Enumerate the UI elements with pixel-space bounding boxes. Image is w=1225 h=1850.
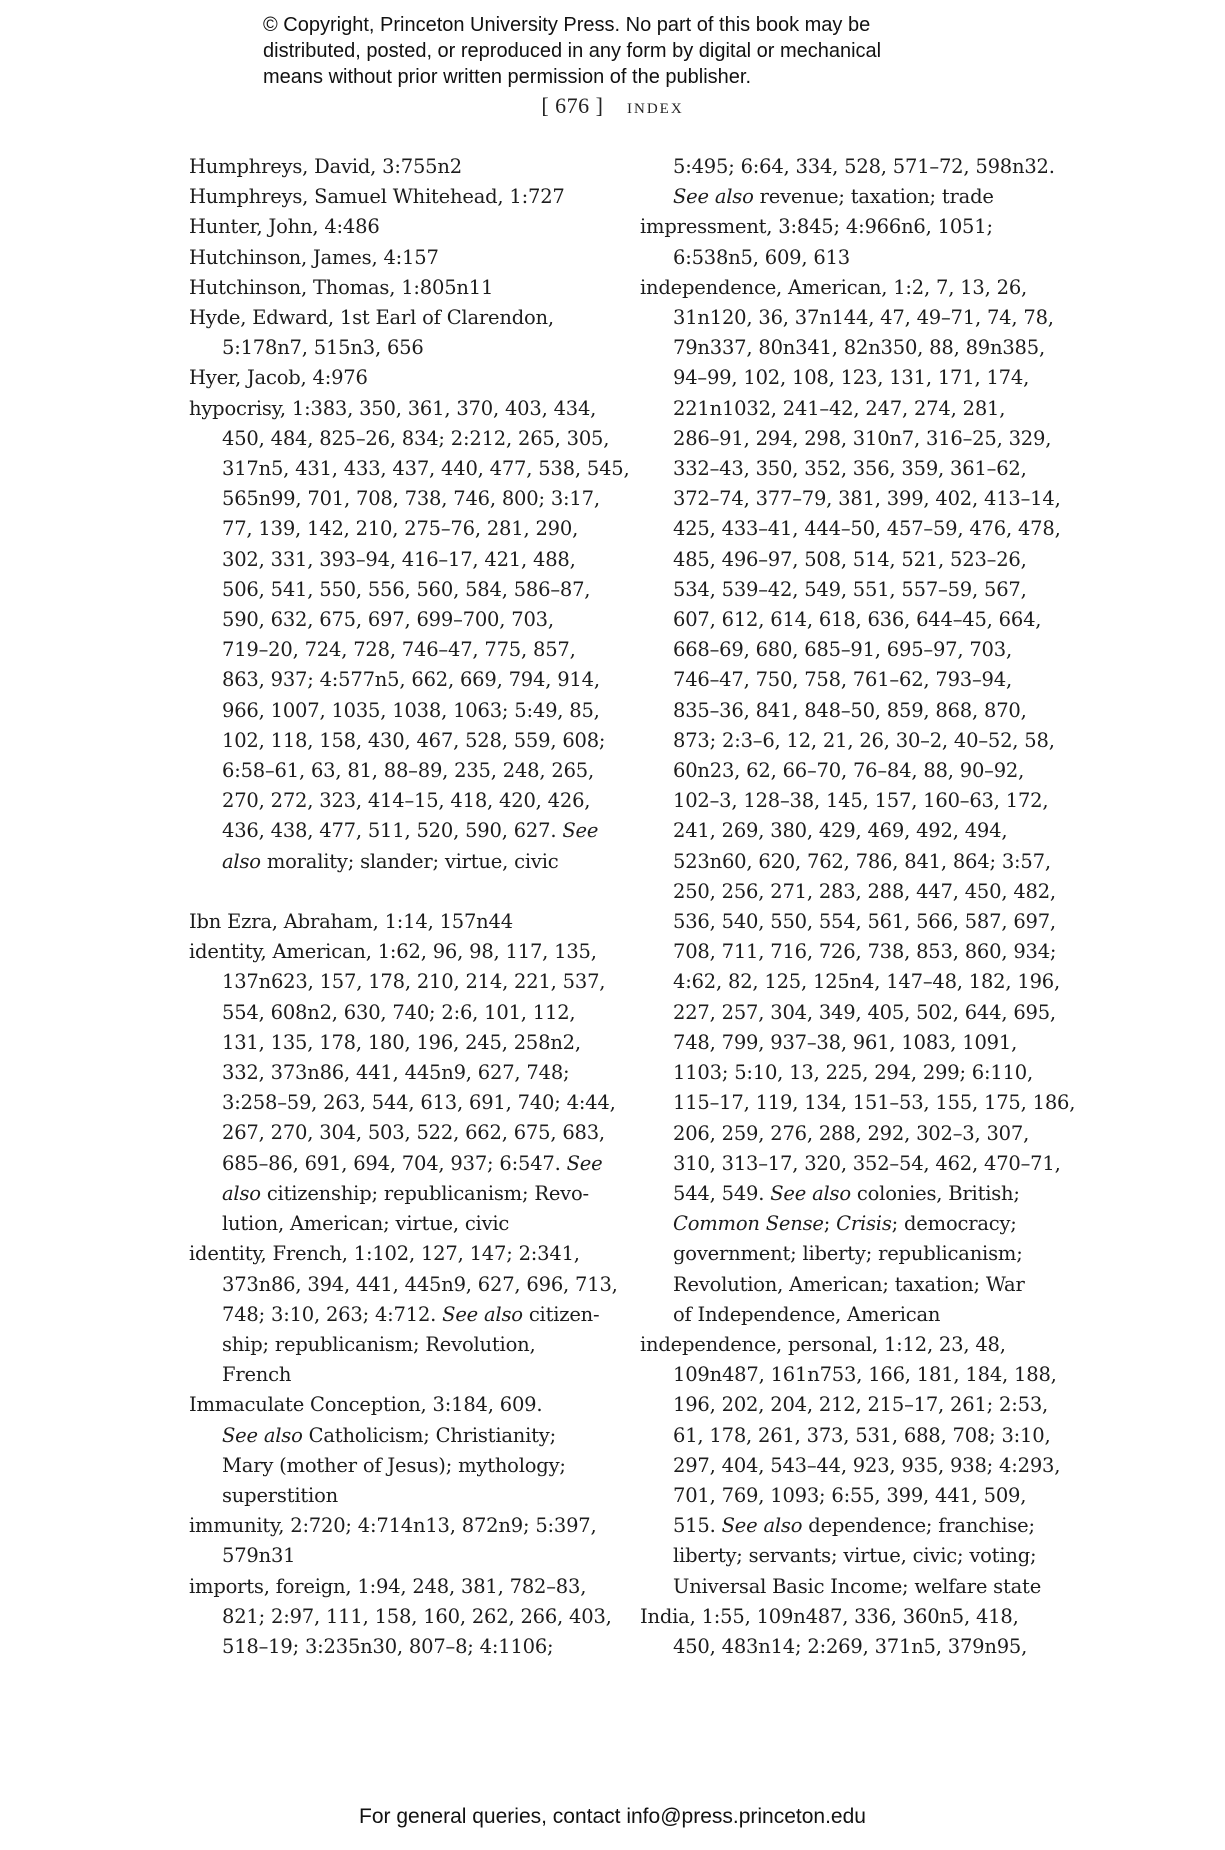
entry-text: 515. (673, 1514, 716, 1538)
entry-text: 302, 331, 393–94, 416–17, 421, 488, (222, 547, 576, 571)
index-entry-continuation (189, 333, 609, 363)
copyright-notice (263, 12, 1023, 90)
entry-text: ; democracy; (891, 1212, 1017, 1236)
index-entry-continuation (640, 454, 1070, 484)
entry-text: 267, 270, 304, 503, 522, 662, 675, 683, (222, 1121, 605, 1145)
index-entry (640, 212, 1070, 242)
entry-text: 372–74, 377–79, 381, 399, 402, 413–14, (673, 487, 1061, 511)
index-entry-continuation (189, 1541, 609, 1571)
copyright-line: means without prior written permission of the publisher. (263, 66, 752, 88)
entry-text: 286–91, 294, 298, 310n7, 316–25, 329, (673, 426, 1052, 450)
index-entry-continuation (640, 605, 1070, 635)
index-entry-continuation (640, 1632, 1070, 1662)
index-entry-continuation (189, 1149, 609, 1179)
cross-reference-label: also (222, 1181, 261, 1205)
entry-text: identity, American, 1:62, 96, 98, 117, 135, (189, 940, 597, 964)
index-entry (189, 303, 609, 333)
running-head (0, 92, 1225, 120)
entry-text: Immaculate Conception, 3:184, 609. (189, 1393, 543, 1417)
index-entry-continuation (189, 696, 609, 726)
index-entry-continuation (640, 514, 1070, 544)
entry-text: independence, personal, 1:12, 23, 48, (640, 1332, 1006, 1356)
entry-text: 77, 139, 142, 210, 275–76, 281, 290, (222, 517, 579, 541)
index-entry-continuation (189, 1330, 609, 1360)
index-entry-continuation (640, 1421, 1070, 1451)
entry-text: Revolution, American; taxation; War (673, 1272, 1025, 1296)
entry-text: 748, 799, 937–38, 961, 1083, 1091, (673, 1030, 1018, 1054)
index-entry-continuation (640, 363, 1070, 393)
cross-reference-label: See (566, 1151, 603, 1175)
entry-text: 61, 178, 261, 373, 531, 688, 708; 3:10, (673, 1423, 1051, 1447)
entry-text: identity, French, 1:102, 127, 147; 2:341, (189, 1242, 580, 1266)
index-entry-continuation (189, 1028, 609, 1058)
entry-text: 297, 404, 543–44, 923, 935, 938; 4:293, (673, 1453, 1061, 1477)
index-entry-continuation (189, 786, 609, 816)
entry-text: 579n31 (222, 1544, 296, 1568)
entry-text: lution, American; virtue, civic (222, 1212, 510, 1236)
cross-reference-label: Common Sense (673, 1212, 824, 1236)
index-entry-continuation (640, 665, 1070, 695)
index-entry-continuation (640, 575, 1070, 605)
footer-contact (0, 1804, 1225, 1830)
index-entry-continuation (189, 816, 609, 846)
entry-text: 821; 2:97, 111, 158, 160, 262, 266, 403, (222, 1604, 612, 1628)
cross-reference-label: See also (770, 1181, 851, 1205)
entry-text: 485, 496–97, 508, 514, 521, 523–26, (673, 547, 1027, 571)
cross-reference-label: See also (721, 1514, 803, 1538)
entry-text: 270, 272, 323, 414–15, 418, 420, 426, (222, 789, 591, 813)
entry-text: 565n99, 701, 708, 738, 746, 800; 3:17, (222, 487, 600, 511)
index-entry-continuation (640, 424, 1070, 454)
entry-text: 607, 612, 614, 618, 636, 644–45, 664, (673, 608, 1042, 632)
entry-text: 873; 2:3–6, 12, 21, 26, 30–2, 40–52, 58, (673, 728, 1055, 752)
entry-text: dependence; franchise; (808, 1514, 1035, 1538)
entry-text: 310, 313–17, 320, 352–54, 462, 470–71, (673, 1151, 1061, 1175)
index-entry (189, 1390, 609, 1420)
entry-text: 708, 711, 716, 726, 738, 853, 860, 934; (673, 940, 1057, 964)
index-entry-continuation (189, 545, 609, 575)
entry-text: 450, 483n14; 2:269, 371n5, 379n95, (673, 1634, 1028, 1658)
entry-text: 94–99, 102, 108, 123, 131, 171, 174, (673, 366, 1030, 390)
index-entry (189, 243, 609, 273)
index-entry (189, 937, 609, 967)
index-entry-continuation (189, 1209, 609, 1239)
entry-text: 79n337, 80n341, 82n350, 88, 89n385, (673, 336, 1045, 360)
entry-text: colonies, British; (856, 1181, 1020, 1205)
index-entry (189, 907, 609, 937)
entry-text: 3:258–59, 263, 544, 613, 691, 740; 4:44, (222, 1091, 616, 1115)
index-spacer (189, 877, 609, 907)
entry-text: ship; republicanism; Revolution, (222, 1332, 536, 1356)
index-entry-continuation (189, 1360, 609, 1390)
entry-text: 227, 257, 304, 349, 405, 502, 644, 695, (673, 1000, 1056, 1024)
entry-text: 137n623, 157, 178, 210, 214, 221, 537, (222, 970, 606, 994)
cross-reference-label: also (222, 849, 261, 873)
index-entry (189, 212, 609, 242)
entry-text: Hutchinson, James, 4:157 (189, 245, 439, 269)
index-entry-continuation (189, 726, 609, 756)
entry-text: 115–17, 119, 134, 151–53, 155, 175, 186, (673, 1091, 1076, 1115)
index-entry-continuation (640, 756, 1070, 786)
index-entry-continuation (189, 967, 609, 997)
entry-text: 60n23, 62, 66–70, 76–84, 88, 90–92, (673, 759, 1025, 783)
entry-text: Mary (mother of Jesus); mythology; (222, 1453, 566, 1477)
entry-text: Humphreys, David, 3:755n2 (189, 155, 462, 178)
index-entry-continuation (640, 1511, 1070, 1541)
entry-text: Hunter, John, 4:486 (189, 215, 380, 239)
index-entry-continuation (640, 847, 1070, 877)
index-entry (640, 273, 1070, 303)
index-entry-continuation (189, 605, 609, 635)
footer-text: For general queries, contact info@press.princeton.edu (359, 1805, 866, 1828)
index-entry-continuation (640, 394, 1070, 424)
entry-text: 425, 433–41, 444–50, 457–59, 476, 478, (673, 517, 1061, 541)
index-entry-continuation (189, 454, 630, 484)
entry-text: hypocrisy, 1:383, 350, 361, 370, 403, 434, (189, 396, 597, 420)
index-entry-continuation (640, 877, 1070, 907)
index-entry-continuation (640, 1088, 1076, 1118)
cross-reference-label: Crisis (836, 1212, 892, 1236)
entry-text: 835–36, 841, 848–50, 859, 868, 870, (673, 698, 1027, 722)
index-entry-continuation (640, 303, 1070, 333)
copyright-line: distributed, posted, or reproduced in any form by digital or mechanical (263, 40, 882, 62)
entry-text: 373n86, 394, 441, 445n9, 627, 696, 713, (222, 1272, 618, 1296)
index-entry-continuation (640, 1058, 1070, 1088)
index-entry-continuation (189, 1300, 609, 1330)
entry-text: 221n1032, 241–42, 247, 274, 281, (673, 396, 1006, 420)
index-entry (189, 1239, 609, 1269)
index-entry-continuation (640, 635, 1070, 665)
entry-text: French (222, 1363, 292, 1387)
copyright-line: © Copyright, Princeton University Press. No part of this book may be (263, 14, 871, 36)
index-entry-continuation (640, 696, 1070, 726)
index-entry-continuation (189, 1451, 609, 1481)
index-entry-continuation (189, 847, 609, 877)
index-entry (189, 1511, 609, 1541)
entry-text: 536, 540, 550, 554, 561, 566, 587, 697, (673, 910, 1056, 934)
index-entry (189, 182, 609, 212)
entry-text: 668–69, 680, 685–91, 695–97, 703, (673, 638, 1012, 662)
index-entry-continuation (640, 1572, 1070, 1602)
index-entry-continuation (640, 484, 1070, 514)
index-entry-continuation (189, 575, 609, 605)
index-entry-continuation (640, 333, 1070, 363)
entry-text: 719–20, 724, 728, 746–47, 775, 857, (222, 638, 576, 662)
index-entry (189, 1572, 609, 1602)
index-column-left (189, 152, 630, 1662)
index-column-right (640, 152, 1076, 1662)
index-entry-continuation (640, 816, 1070, 846)
index-entry (640, 1330, 1070, 1360)
entry-text: liberty; servants; virtue, civic; voting; (673, 1544, 1037, 1568)
entry-text: citizenship; republicanism; Revo- (266, 1181, 589, 1205)
entry-text: 131, 135, 178, 180, 196, 245, 258n2, (222, 1030, 581, 1054)
entry-text: Hutchinson, Thomas, 1:805n11 (189, 275, 494, 299)
index-entry-continuation (640, 1300, 1070, 1330)
entry-text: 31n120, 36, 37n144, 47, 49–71, 74, 78, (673, 306, 1054, 330)
index-entry-continuation (189, 1632, 609, 1662)
index-entry-continuation (189, 665, 609, 695)
entry-text: 206, 259, 276, 288, 292, 302–3, 307, (673, 1121, 1030, 1145)
entry-text: immunity, 2:720; 4:714n13, 872n9; 5:397, (189, 1514, 597, 1538)
index-entry-continuation (640, 998, 1070, 1028)
index-entry-continuation (640, 967, 1070, 997)
index-entry-continuation (640, 1360, 1070, 1390)
index-entry-continuation (189, 1602, 612, 1632)
section-title: index (627, 94, 684, 118)
index-entry-continuation (640, 726, 1070, 756)
index-entry-continuation (640, 1541, 1070, 1571)
index-entry-continuation (189, 635, 609, 665)
entry-text: 534, 539–42, 549, 551, 557–59, 567, (673, 577, 1027, 601)
index-entry-continuation (640, 1119, 1070, 1149)
entry-text: ; (823, 1212, 831, 1236)
cross-reference-label: See also (442, 1302, 523, 1326)
index-entry (189, 394, 609, 424)
entry-text: independence, American, 1:2, 7, 13, 26, (640, 275, 1028, 299)
index-entry-continuation (189, 424, 609, 454)
index-entry-continuation (189, 1088, 616, 1118)
index-entry-continuation (189, 514, 609, 544)
index-entry-continuation (640, 786, 1070, 816)
index-entry-continuation (189, 1270, 618, 1300)
index-entry-continuation (189, 1421, 609, 1451)
entry-text: Catholicism; Christianity; (308, 1423, 556, 1447)
index-entry-continuation (189, 1481, 609, 1511)
index-entry-continuation (640, 1209, 1070, 1239)
entry-text: 109n487, 161n753, 166, 181, 184, 188, (673, 1363, 1057, 1387)
index-entry-continuation (640, 243, 1070, 273)
index-entry-continuation (640, 1270, 1070, 1300)
entry-text: 701, 769, 1093; 6:55, 399, 441, 509, (673, 1483, 1027, 1507)
index-entry-continuation (640, 1179, 1070, 1209)
index-entry-continuation (640, 907, 1070, 937)
entry-text: 863, 937; 4:577n5, 662, 669, 794, 914, (222, 668, 600, 692)
entry-text: government; liberty; republicanism; (673, 1242, 1023, 1266)
index-entry-continuation (189, 1118, 609, 1148)
entry-text: 748; 3:10, 263; 4:712. (222, 1302, 437, 1326)
index-entry (189, 152, 609, 182)
entry-text: Hyde, Edward, 1st Earl of Clarendon, (189, 306, 554, 330)
entry-text: Hyer, Jacob, 4:976 (189, 366, 368, 390)
entry-text: 332, 373n86, 441, 445n9, 627, 748; (222, 1061, 570, 1085)
entry-text: 241, 269, 380, 429, 469, 492, 494, (673, 819, 1008, 843)
entry-text: 450, 484, 825–26, 834; 2:212, 265, 305, (222, 426, 610, 450)
entry-text: India, 1:55, 109n487, 336, 360n5, 418, (640, 1604, 1019, 1628)
index-entry (640, 1602, 1070, 1632)
entry-text: 544, 549. (673, 1181, 765, 1205)
entry-text: Humphreys, Samuel Whitehead, 1:727 (189, 185, 565, 209)
index-entry-continuation (189, 998, 609, 1028)
entry-text: 5:495; 6:64, 334, 528, 571–72, 598n32. (673, 155, 1055, 178)
cross-reference-label: See (562, 819, 599, 843)
index-entry-continuation (189, 484, 609, 514)
index-entry-continuation (640, 1149, 1070, 1179)
entry-text: Universal Basic Income; welfare state (673, 1574, 1042, 1598)
index-entry-continuation (640, 1481, 1070, 1511)
index-entry (189, 273, 609, 303)
entry-text: morality; slander; virtue, civic (266, 849, 559, 873)
entry-text: 317n5, 431, 433, 437, 440, 477, 538, 545, (222, 457, 630, 481)
page-number: [ 676 ] (541, 93, 604, 118)
entry-text: 685–86, 691, 694, 704, 937; 6:547. (222, 1151, 561, 1175)
index-entry-continuation (640, 1451, 1070, 1481)
index-entry-continuation (189, 756, 609, 786)
entry-text: 436, 438, 477, 511, 520, 590, 627. (222, 819, 557, 843)
entry-text: 590, 632, 675, 697, 699–700, 703, (222, 608, 554, 632)
entry-text: revenue; taxation; trade (759, 185, 994, 209)
entry-text: 6:58–61, 63, 81, 88–89, 235, 248, 265, (222, 759, 594, 783)
entry-text: 196, 202, 204, 212, 215–17, 261; 2:53, (673, 1393, 1049, 1417)
entry-text: impressment, 3:845; 4:966n6, 1051; (640, 215, 993, 239)
entry-text: imports, foreign, 1:94, 248, 381, 782–83, (189, 1574, 587, 1598)
entry-text: citizen- (528, 1302, 600, 1326)
entry-text: 746–47, 750, 758, 761–62, 793–94, (673, 668, 1012, 692)
entry-text: 4:62, 82, 125, 125n4, 147–48, 182, 196, (673, 970, 1061, 994)
cross-reference-label: See also (673, 185, 754, 209)
index-entry-continuation (640, 1390, 1070, 1420)
entry-text: 5:178n7, 515n3, 656 (222, 336, 424, 360)
index-entry-continuation (640, 937, 1070, 967)
entry-text: Ibn Ezra, Abraham, 1:14, 157n44 (189, 910, 513, 934)
cross-reference-label: See also (222, 1423, 303, 1447)
index-entry-continuation (640, 545, 1070, 575)
entry-text: 518–19; 3:235n30, 807–8; 4:1106; (222, 1634, 554, 1658)
index-entry (189, 363, 609, 393)
entry-text: 102, 118, 158, 430, 467, 528, 559, 608; (222, 728, 606, 752)
entry-text: 250, 256, 271, 283, 288, 447, 450, 482, (673, 879, 1056, 903)
entry-text: 554, 608n2, 630, 740; 2:6, 101, 112, (222, 1000, 576, 1024)
entry-text: of Independence, American (673, 1302, 941, 1326)
entry-text: 6:538n5, 609, 613 (673, 245, 850, 269)
entry-text: 506, 541, 550, 556, 560, 584, 586–87, (222, 577, 591, 601)
entry-text: 332–43, 350, 352, 356, 359, 361–62, (673, 457, 1027, 481)
index-entry-continuation (640, 182, 1070, 212)
index-entry-continuation (189, 1179, 609, 1209)
entry-text: 102–3, 128–38, 145, 157, 160–63, 172, (673, 789, 1049, 813)
index-entry-continuation (640, 152, 1070, 182)
entry-text: superstition (222, 1483, 338, 1507)
entry-text: 1103; 5:10, 13, 225, 294, 299; 6:110, (673, 1061, 1034, 1085)
entry-text: 523n60, 620, 762, 786, 841, 864; 3:57, (673, 849, 1051, 873)
entry-text: 966, 1007, 1035, 1038, 1063; 5:49, 85, (222, 698, 600, 722)
index-entry-continuation (189, 1058, 609, 1088)
index-entry-continuation (640, 1239, 1070, 1269)
index-entry-continuation (640, 1028, 1070, 1058)
